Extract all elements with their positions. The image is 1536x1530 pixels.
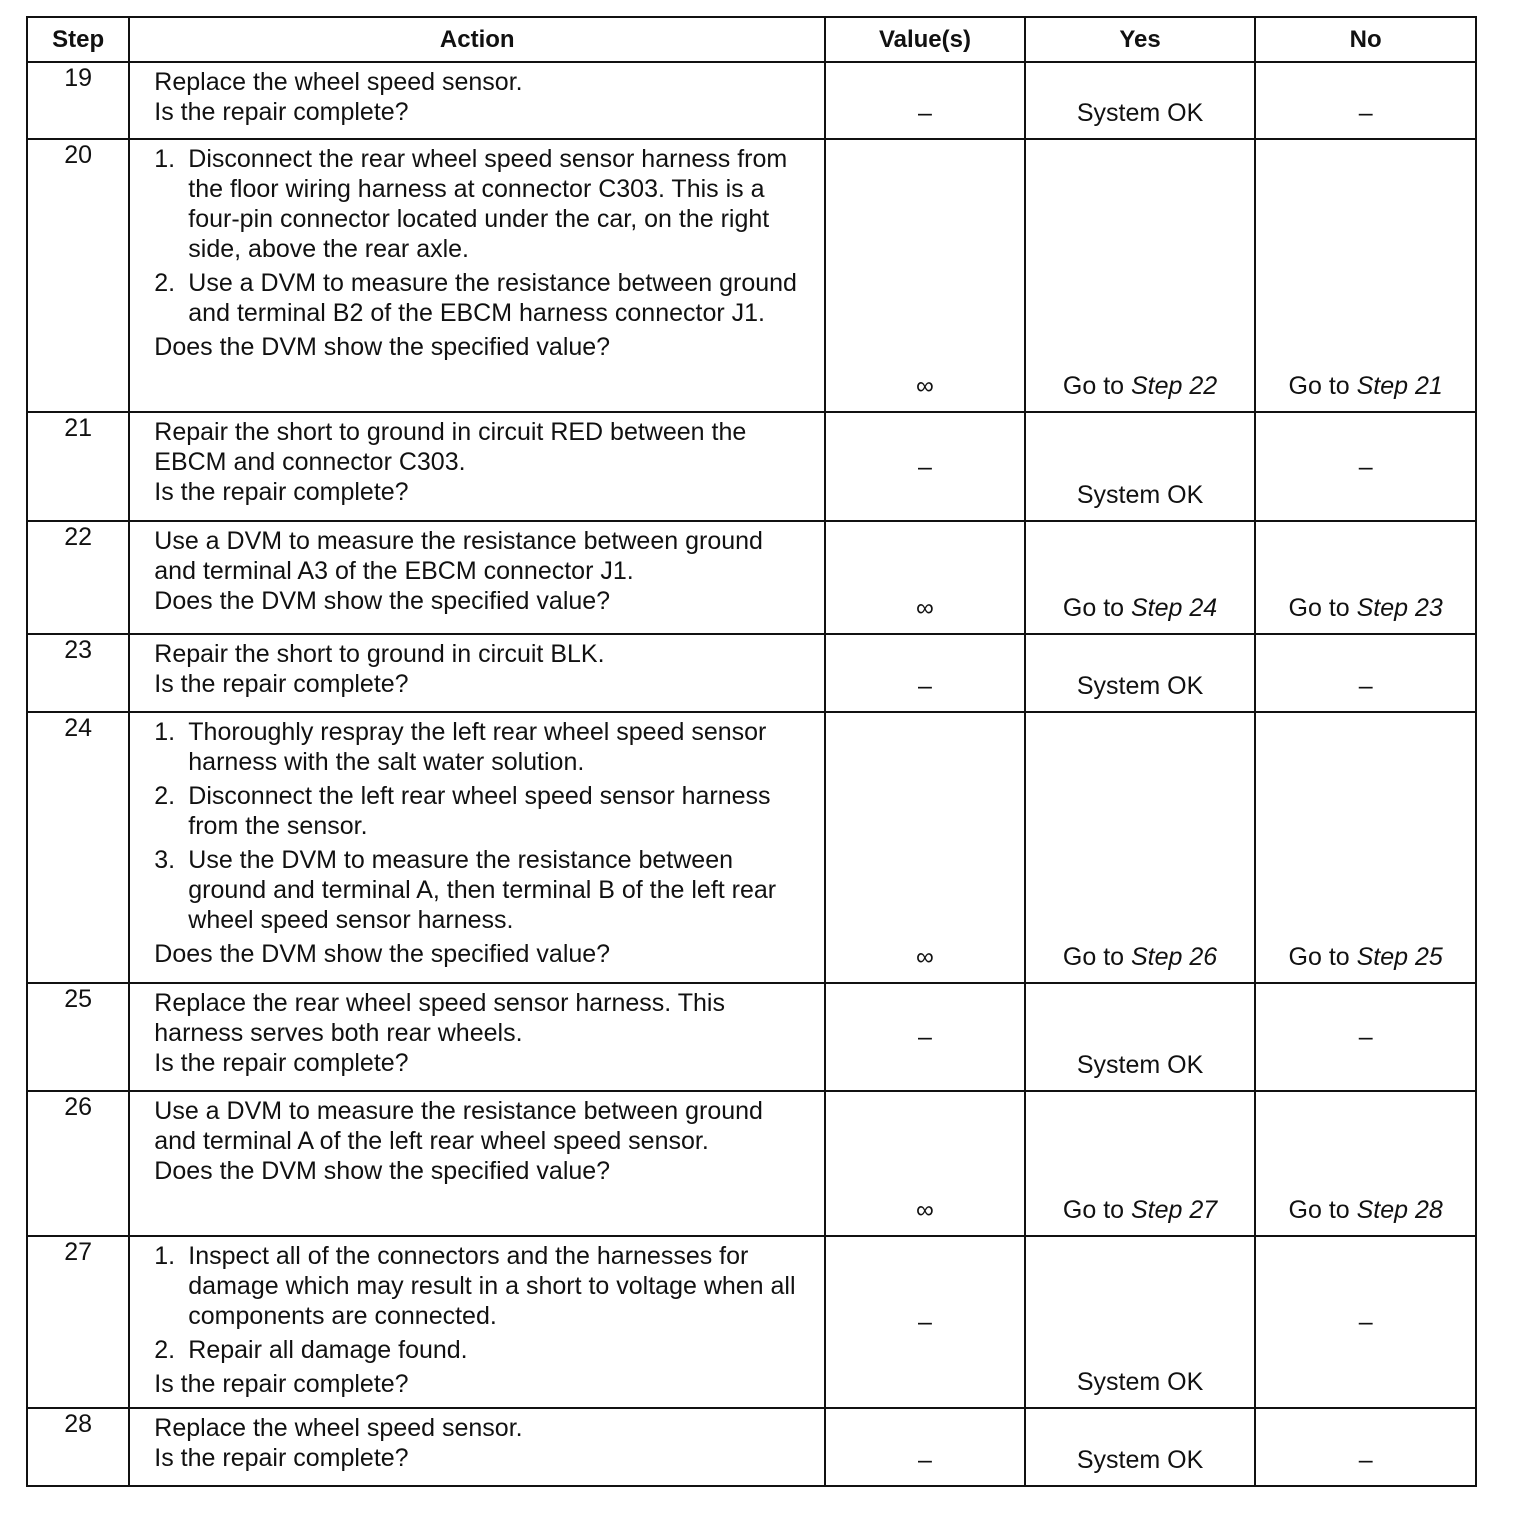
yes-result — [1026, 942, 1255, 972]
no-step-ref: Step 23 — [1356, 594, 1443, 622]
value-cell — [825, 983, 1025, 1091]
action-step-item — [154, 268, 810, 328]
yes-cell — [1025, 62, 1256, 139]
header-yes: Yes — [1025, 17, 1256, 62]
value-text: – — [918, 1023, 932, 1051]
table-row — [27, 412, 1476, 521]
table-row — [27, 62, 1476, 139]
no-text: – — [1358, 99, 1373, 127]
action-question: Is the repair complete? — [154, 98, 409, 126]
action-question: Is the repair complete? — [154, 1370, 409, 1398]
action-step-item — [154, 144, 810, 264]
yes-text: System OK — [1076, 481, 1204, 509]
step-number: 26 — [27, 1091, 129, 1236]
no-cell — [1255, 983, 1476, 1091]
yes-step-ref: Step 22 — [1131, 372, 1218, 400]
header-no: No — [1255, 17, 1476, 62]
value-cell — [825, 1091, 1025, 1236]
no-step-ref: Step 21 — [1356, 372, 1443, 400]
yes-text: System OK — [1076, 1368, 1204, 1396]
value-text: – — [918, 99, 932, 127]
yes-step-ref: Step 26 — [1131, 943, 1218, 971]
yes-result — [1026, 1445, 1255, 1475]
yes-result — [1026, 671, 1255, 701]
action-cell — [129, 634, 825, 712]
yes-result — [1026, 98, 1255, 128]
yes-result — [1026, 1367, 1255, 1397]
value-cell — [825, 139, 1025, 412]
action-cell — [129, 1091, 825, 1236]
yes-cell — [1025, 712, 1256, 983]
action-text: Use a DVM to measure the resistance between ground and terminal A of the left rear wheel speed sensor. — [154, 1097, 763, 1155]
action-cell — [129, 412, 825, 521]
no-text: Go to — [1288, 943, 1357, 971]
step-number: 24 — [27, 712, 129, 983]
yes-text: Go to — [1062, 943, 1131, 971]
item-number: 2. — [154, 782, 176, 810]
yes-text: System OK — [1076, 672, 1204, 700]
step-number: 21 — [27, 412, 129, 521]
yes-result — [1026, 480, 1255, 510]
value-text: ∞ — [916, 1196, 934, 1224]
no-cell — [1255, 1408, 1476, 1486]
yes-text: System OK — [1076, 99, 1204, 127]
step-number: 27 — [27, 1236, 129, 1408]
action-question: Is the repair complete? — [154, 670, 409, 698]
table-body — [27, 62, 1476, 1486]
no-step-ref: Step 28 — [1356, 1196, 1443, 1224]
no-step-ref: Step 25 — [1356, 943, 1443, 971]
step-number: 22 — [27, 521, 129, 634]
action-question: Does the DVM show the specified value? — [154, 1157, 611, 1185]
action-cell — [129, 521, 825, 634]
yes-cell — [1025, 1408, 1256, 1486]
step-number: 25 — [27, 983, 129, 1091]
table-row — [27, 521, 1476, 634]
value-text: – — [918, 452, 932, 481]
action-text: Replace the wheel speed sensor. — [154, 1414, 523, 1442]
no-cell — [1255, 62, 1476, 139]
yes-cell — [1025, 412, 1256, 521]
no-result — [1256, 1022, 1475, 1052]
action-text: Use a DVM to measure the resistance between ground and terminal A3 of the EBCM connector J1. — [154, 527, 763, 585]
value-text: ∞ — [916, 594, 934, 622]
action-cell — [129, 139, 825, 412]
no-cell — [1255, 1236, 1476, 1408]
header-action: Action — [129, 17, 825, 62]
value-text: ∞ — [916, 372, 934, 400]
item-number: 2. — [154, 269, 176, 297]
no-result — [1256, 1445, 1475, 1475]
item-number: 1. — [154, 145, 176, 173]
yes-cell — [1025, 634, 1256, 712]
yes-text: System OK — [1076, 1446, 1204, 1474]
no-result — [1256, 1195, 1475, 1225]
yes-text: Go to — [1062, 594, 1131, 622]
no-cell — [1255, 634, 1476, 712]
step-number: 20 — [27, 139, 129, 412]
no-cell — [1255, 139, 1476, 412]
action-question: Does the DVM show the specified value? — [154, 333, 611, 361]
value-text: – — [918, 1308, 932, 1336]
action-cell — [129, 983, 825, 1091]
no-text: Go to — [1288, 372, 1357, 400]
no-result — [1256, 942, 1475, 972]
action-step-item — [154, 781, 810, 841]
yes-cell — [1025, 521, 1256, 634]
action-text: Replace the wheel speed sensor. — [154, 68, 523, 96]
table-row — [27, 1236, 1476, 1408]
item-text: Disconnect the rear wheel speed sensor harness from the floor wiring harness at connector C303. This is a four-pin connector located under the car, on the right side, above the rear axle. — [188, 145, 788, 263]
action-question: Is the repair complete? — [154, 1444, 409, 1472]
action-text: Repair the short to ground in circuit RED between the EBCM and connector C303. — [154, 418, 747, 476]
value-text: – — [918, 672, 932, 700]
no-text: Go to — [1288, 594, 1357, 622]
no-cell — [1255, 412, 1476, 521]
item-text: Thoroughly respray the left rear wheel speed sensor harness with the salt water solution. — [188, 718, 767, 776]
value-text: – — [918, 1446, 932, 1474]
no-result — [1256, 371, 1475, 401]
no-text: Go to — [1288, 1196, 1357, 1224]
step-number: 19 — [27, 62, 129, 139]
action-question: Is the repair complete? — [154, 1049, 409, 1077]
item-text: Use the DVM to measure the resistance between ground and terminal A, then terminal B of the left rear wheel speed sensor harness. — [188, 846, 777, 934]
yes-result — [1026, 371, 1255, 401]
no-text: – — [1358, 1023, 1373, 1051]
value-cell — [825, 62, 1025, 139]
action-cell — [129, 712, 825, 983]
action-cell — [129, 62, 825, 139]
item-text: Disconnect the left rear wheel speed sensor harness from the sensor. — [188, 782, 771, 840]
table-row — [27, 1408, 1476, 1486]
value-text: ∞ — [916, 943, 934, 971]
yes-text: System OK — [1076, 1051, 1204, 1079]
yes-cell — [1025, 1236, 1256, 1408]
action-cell — [129, 1236, 825, 1408]
diagnostic-table — [26, 16, 1477, 1487]
step-number: 23 — [27, 634, 129, 712]
yes-result — [1026, 1195, 1255, 1225]
action-step-item — [154, 1335, 810, 1365]
no-cell — [1255, 521, 1476, 634]
no-cell — [1255, 712, 1476, 983]
step-number: 28 — [27, 1408, 129, 1486]
table-row — [27, 712, 1476, 983]
action-text: Replace the rear wheel speed sensor harness. This harness serves both rear wheels. — [154, 989, 725, 1047]
value-cell — [825, 712, 1025, 983]
action-steps — [154, 1241, 810, 1365]
no-result — [1256, 671, 1475, 701]
item-text: Inspect all of the connectors and the harnesses for damage which may result in a short to voltage when all components are connected. — [188, 1242, 796, 1330]
value-cell — [825, 634, 1025, 712]
value-cell — [825, 521, 1025, 634]
table-row — [27, 139, 1476, 412]
yes-text: Go to — [1062, 372, 1131, 400]
action-text: Repair the short to ground in circuit BLK. — [154, 640, 605, 668]
header-values: Value(s) — [825, 17, 1025, 62]
item-number: 1. — [154, 718, 176, 746]
action-cell — [129, 1408, 825, 1486]
yes-step-ref: Step 24 — [1131, 594, 1218, 622]
item-text: Repair all damage found. — [188, 1336, 468, 1364]
value-cell — [825, 412, 1025, 521]
action-step-item — [154, 845, 810, 935]
no-result — [1256, 593, 1475, 623]
action-step-item — [154, 717, 810, 777]
action-step-item — [154, 1241, 810, 1331]
yes-text: Go to — [1062, 1196, 1131, 1224]
no-result — [1256, 452, 1475, 482]
no-text: – — [1358, 1446, 1373, 1474]
action-steps — [154, 717, 810, 935]
value-cell — [825, 1236, 1025, 1408]
action-steps — [154, 144, 810, 328]
yes-cell — [1025, 1091, 1256, 1236]
action-question: Is the repair complete? — [154, 478, 409, 506]
no-text: – — [1358, 672, 1373, 700]
item-text: Use a DVM to measure the resistance between ground and terminal B2 of the EBCM harness connector J1. — [188, 269, 797, 327]
value-cell — [825, 1408, 1025, 1486]
no-cell — [1255, 1091, 1476, 1236]
yes-result — [1026, 593, 1255, 623]
no-result — [1256, 98, 1475, 128]
item-number: 3. — [154, 846, 176, 874]
action-question: Does the DVM show the specified value? — [154, 587, 611, 615]
item-number: 1. — [154, 1242, 176, 1270]
yes-cell — [1025, 983, 1256, 1091]
yes-cell — [1025, 139, 1256, 412]
yes-result — [1026, 1050, 1255, 1080]
header-row — [27, 17, 1476, 62]
table-row — [27, 983, 1476, 1091]
yes-step-ref: Step 27 — [1131, 1196, 1218, 1224]
header-step: Step — [27, 17, 129, 62]
item-number: 2. — [154, 1336, 176, 1364]
action-question: Does the DVM show the specified value? — [154, 940, 611, 968]
no-text: – — [1358, 1308, 1373, 1336]
table-row — [27, 1091, 1476, 1236]
no-text: – — [1358, 452, 1373, 481]
no-result — [1256, 1307, 1475, 1337]
table-row — [27, 634, 1476, 712]
